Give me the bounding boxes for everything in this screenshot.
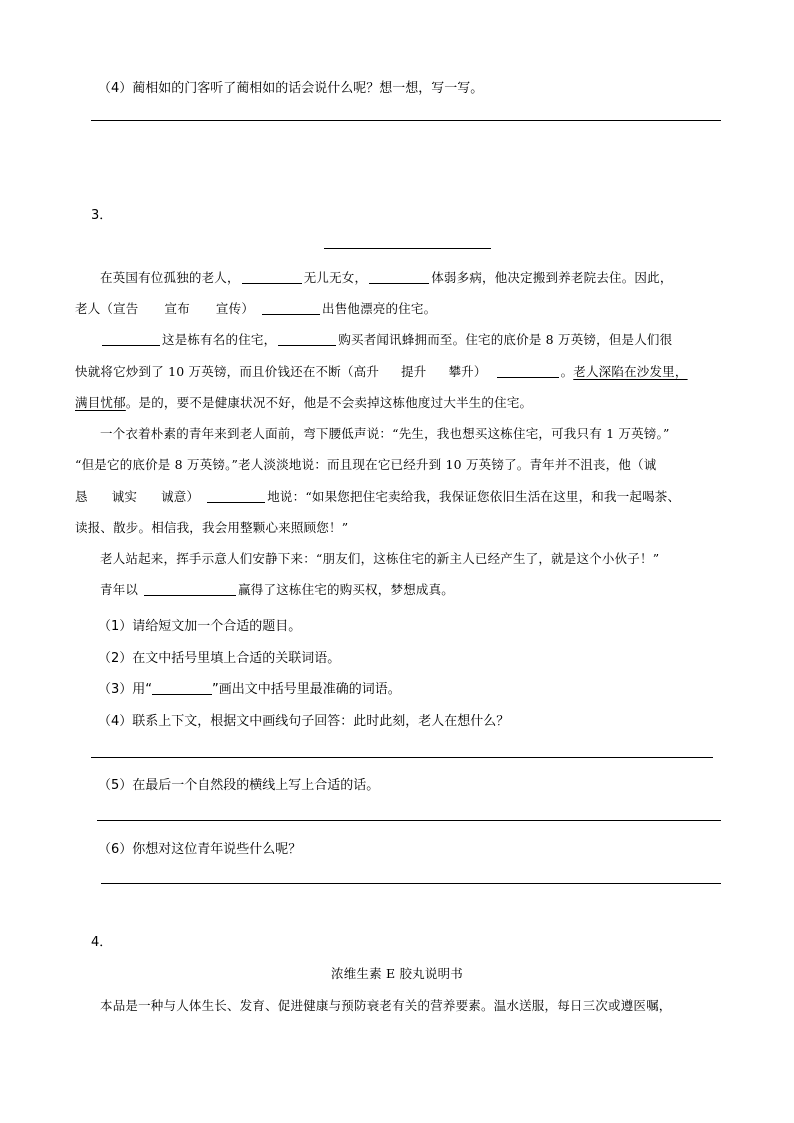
fill-blank — [497, 364, 559, 378]
q3-item3: （3）用“ ”画出文中括号里最准确的词语。 — [98, 682, 401, 697]
title-answer-line — [324, 248, 491, 249]
q2-item4-text: （4）蔺相如的门客听了蔺相如的话会说什么呢？想一想，写一写。 — [98, 81, 484, 96]
passage-line-7: “但是它的底价是 8 万英镑。”老人淡淡地说：而且现在它已经升到 10 万英镑了。青年并不沮丧，他（诚 — [75, 457, 657, 472]
fill-blank — [207, 489, 265, 503]
fill-blank — [262, 301, 320, 315]
passage-line-5: 满目忧郁。是的，要不是健康状况不好，他是不会卖掉这栋他度过大半生的住宅。 — [75, 395, 533, 410]
answer-line — [101, 883, 721, 884]
answer-line — [91, 120, 721, 121]
passage-line-2: 老人（宣告 宣布 宣传） 出售他漂亮的住宅。 — [75, 301, 437, 316]
fill-blank — [369, 270, 429, 284]
answer-line — [91, 757, 713, 758]
passage-line-6: 一个衣着朴素的青年来到老人面前，弯下腰低声说：“先生，我也想买这栋住宅，可我只有 1 万英镑。” — [100, 426, 670, 441]
sample-underline — [152, 681, 212, 695]
q4-title: 浓维生素 E 胶丸说明书 — [331, 966, 463, 981]
passage-line-9: 读报、散步。相信我，我会用整颗心来照顾您！” — [75, 520, 349, 535]
fill-blank — [242, 270, 302, 284]
fill-blank — [278, 332, 336, 346]
passage-line-10: 老人站起来，挥手示意人们安静下来：“朋友们，这栋住宅的新主人已经产生了，就是这个小伙子！” — [100, 551, 660, 566]
fill-blank — [102, 332, 160, 346]
fill-blank — [144, 582, 236, 596]
q3-item2: （2）在文中括号里填上合适的关联词语。 — [98, 651, 341, 666]
underlined-sentence: 老人深陷在沙发里， — [573, 364, 688, 379]
q4-text-line: 本品是一种与人体生长、发育、促进健康与预防衰老有关的营养要素。温水送服，每日三次或遵医嘱， — [100, 998, 672, 1013]
passage-line-11: 青年以 赢得了这栋住宅的购买权，梦想成真。 — [100, 582, 455, 597]
passage-line-8: 恳 诚实 诚意） 地说：“如果您把住宅卖给我，我保证您依旧生活在这里，和我一起喝茶、 — [75, 489, 681, 504]
question-3-number: 3． — [91, 208, 113, 223]
q3-item6: （6）你想对这位青年说些什么呢？ — [98, 842, 302, 857]
underlined-sentence-end: 满目忧郁 — [75, 395, 126, 410]
passage-line-3: 这是栋有名的住宅， 购买者闻讯蜂拥而至。住宅的底价是 8 万英镑，但是人们很 — [100, 330, 672, 348]
q3-item5: （5）在最后一个自然段的横线上写上合适的话。 — [98, 778, 380, 793]
passage-line-1: 在英国有位孤独的老人， 无儿无女， 体弱多病，他决定搬到养老院去住。因此， — [100, 270, 673, 285]
answer-line — [97, 820, 721, 821]
q3-item1: （1）请给短文加一个合适的题目。 — [98, 619, 302, 634]
question-4-number: 4． — [91, 935, 113, 950]
passage-line-4: 快就将它炒到了 10 万英镑，而且价钱还在不断（高升 提升 攀升） 。老人深陷在沙发里， — [75, 364, 688, 379]
q3-item4: （4）联系上下文，根据文中画线句子回答：此时此刻，老人在想什么？ — [98, 714, 510, 729]
